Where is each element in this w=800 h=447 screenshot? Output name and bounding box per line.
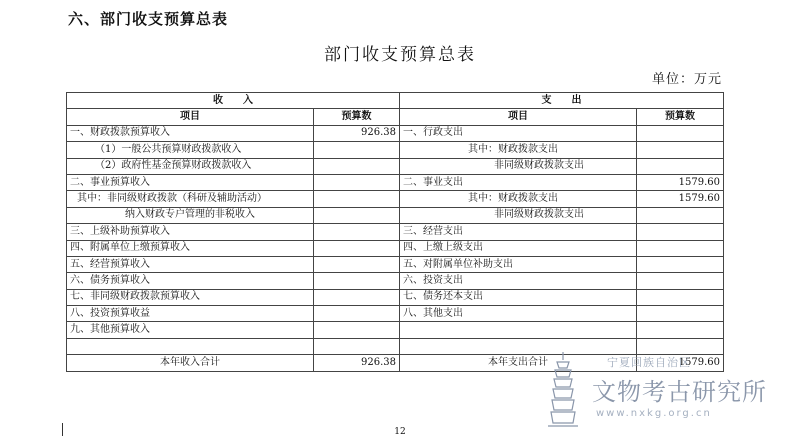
income-item: 八、投资预算收益: [67, 306, 314, 322]
expense-value: [637, 158, 724, 174]
income-value: [314, 191, 400, 207]
income-item: 四、附属单位上缴预算收入: [67, 240, 314, 256]
income-item: （1）一般公共预算财政拨款收入: [67, 142, 314, 158]
expense-value: [637, 289, 724, 305]
expense-value: [637, 125, 724, 141]
income-value: [314, 158, 400, 174]
pagoda-logo-icon: [545, 352, 581, 430]
table-row: [67, 322, 724, 338]
income-value: 926.38: [314, 125, 400, 141]
total-expense-value: 1579.60: [637, 355, 724, 371]
expense-budget-col-header: 预算数: [637, 109, 724, 125]
total-income-label: 本年收入合计: [67, 355, 314, 371]
expense-value: [637, 240, 724, 256]
expense-item: 非同级财政拨款支出: [400, 207, 637, 223]
expense-item: [400, 322, 637, 338]
income-item: 其中：非同级财政拨款（科研及辅助活动）: [67, 191, 314, 207]
income-value: [314, 273, 400, 289]
income-value: [314, 240, 400, 256]
watermark-url: www.nxkg.org.cn: [596, 408, 712, 419]
expense-item: 四、上缴上级支出: [400, 240, 637, 256]
income-item: 九、其他预算收入: [67, 322, 314, 338]
expense-item: 非同级财政拨款支出: [400, 158, 637, 174]
income-value: [314, 224, 400, 240]
expense-header: 支 出: [400, 93, 724, 109]
expense-value: [637, 306, 724, 322]
expense-value: 1579.60: [637, 191, 724, 207]
table-row: [67, 273, 724, 289]
expense-value: [637, 207, 724, 223]
income-value: [314, 142, 400, 158]
table-row: [67, 240, 724, 256]
expense-value: 1579.60: [637, 174, 724, 190]
income-item: [67, 338, 314, 354]
income-value: [314, 207, 400, 223]
expense-item: 五、对附属单位补助支出: [400, 256, 637, 272]
section-heading: 六、部门收支预算总表: [68, 10, 229, 28]
income-value: [314, 338, 400, 354]
expense-item: 二、事业支出: [400, 174, 637, 190]
table-header-row-2: [67, 109, 724, 125]
table-row: [67, 158, 724, 174]
expense-item: 六、投资支出: [400, 273, 637, 289]
table-row: [67, 224, 724, 240]
income-item: 纳入财政专户管理的非税收入: [67, 207, 314, 223]
table-header-row-1: [67, 93, 724, 109]
expense-item: 七、债务还本支出: [400, 289, 637, 305]
total-expense-label: 本年支出合计: [400, 355, 637, 371]
table-row: [67, 207, 724, 223]
table-row: [67, 338, 724, 354]
expense-value: [637, 142, 724, 158]
income-item: 一、财政拨款预算收入: [67, 125, 314, 141]
watermark-institute: 文物考古研究所: [592, 378, 767, 406]
page-number: 12: [394, 427, 406, 437]
document-title: 部门收支预算总表: [324, 45, 476, 65]
table-row: [67, 174, 724, 190]
income-item: 五、经营预算收入: [67, 256, 314, 272]
expense-value: [637, 256, 724, 272]
income-value: [314, 174, 400, 190]
expense-value: [637, 338, 724, 354]
income-value: [314, 306, 400, 322]
expense-item: 三、经营支出: [400, 224, 637, 240]
income-budget-col-header: 预算数: [314, 109, 400, 125]
income-value: [314, 256, 400, 272]
income-header: 收 入: [67, 93, 400, 109]
expense-item: 其中：财政拨款支出: [400, 191, 637, 207]
expense-item-col-header: 项目: [400, 109, 637, 125]
income-value: [314, 289, 400, 305]
income-item: （2）政府性基金预算财政拨款收入: [67, 158, 314, 174]
income-item: 二、事业预算收入: [67, 174, 314, 190]
table-row: [67, 306, 724, 322]
income-item: 六、债务预算收入: [67, 273, 314, 289]
income-value: [314, 322, 400, 338]
table-row: [67, 256, 724, 272]
income-item: 三、上级补助预算收入: [67, 224, 314, 240]
unit-label: 单位：万元: [651, 72, 722, 87]
expense-value: [637, 273, 724, 289]
watermark-region: 宁夏回族自治区: [607, 356, 691, 369]
expense-value: [637, 322, 724, 338]
expense-item: 八、其他支出: [400, 306, 637, 322]
table-row: [67, 142, 724, 158]
total-income-value: 926.38: [314, 355, 400, 371]
expense-item: 一、行政支出: [400, 125, 637, 141]
budget-summary-table: [66, 92, 724, 372]
table-row: [67, 289, 724, 305]
income-item-col-header: 项目: [67, 109, 314, 125]
income-item: 七、非同级财政拨款预算收入: [67, 289, 314, 305]
table-row: [67, 191, 724, 207]
expense-item: 其中：财政拨款支出: [400, 142, 637, 158]
expense-item: [400, 338, 637, 354]
expense-value: [637, 224, 724, 240]
table-row: [67, 125, 724, 141]
